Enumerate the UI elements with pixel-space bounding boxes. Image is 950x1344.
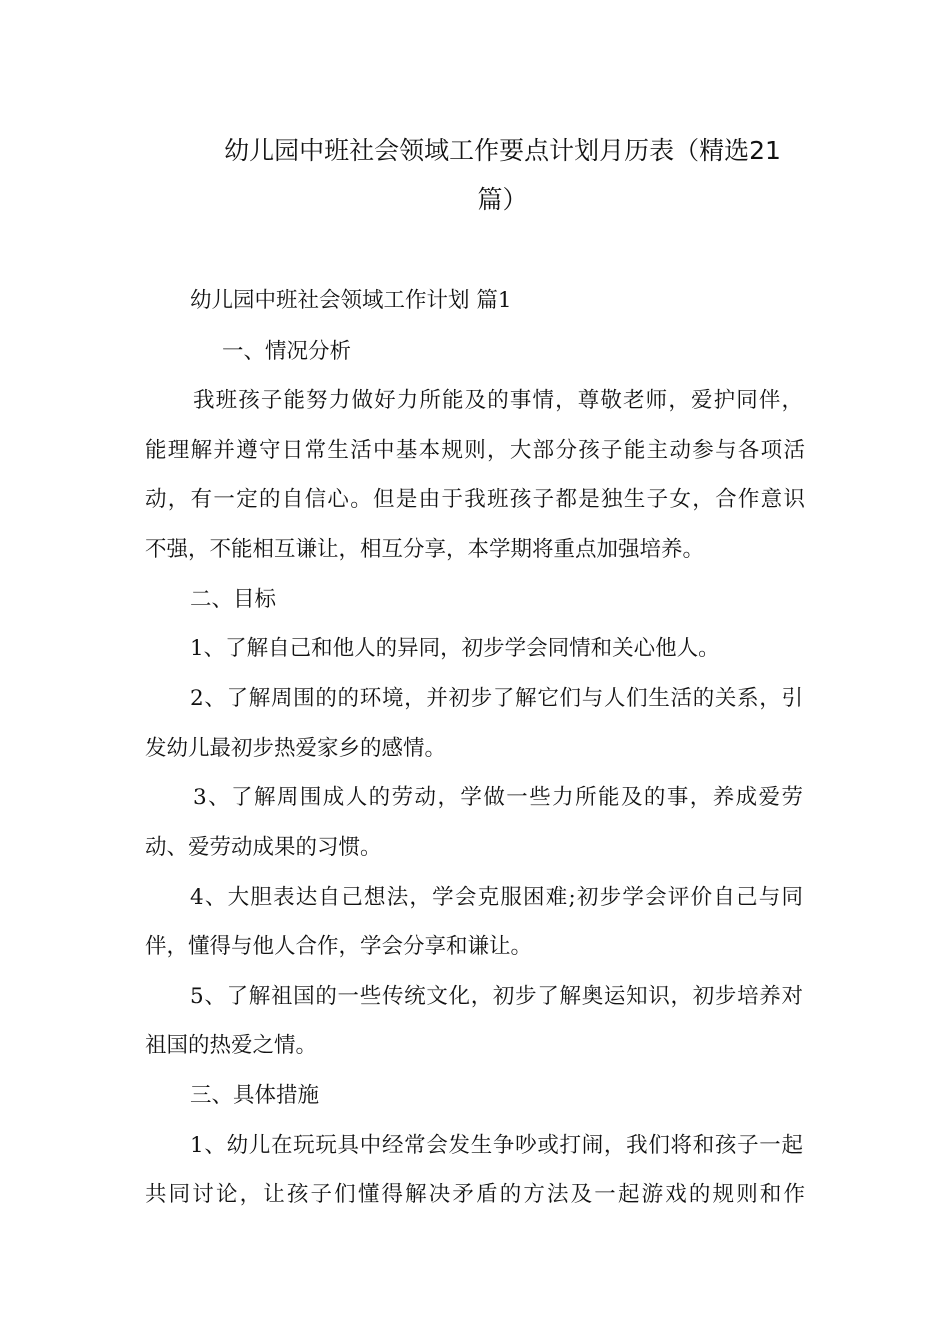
paragraph-line: 动，有一定的自信心。但是由于我班孩子都是独生子女，合作意识: [145, 487, 805, 512]
section-subtitle: 幼儿园中班社会领域工作计划 篇1: [190, 288, 512, 313]
paragraph-line: 动、爱劳动成果的习惯。: [145, 835, 382, 860]
paragraph-line: 祖国的热爱之情。: [145, 1033, 318, 1058]
document-title-line-2: 篇）: [477, 185, 528, 214]
paragraph-line: 伴，懂得与他人合作，学会分享和谦让。: [145, 934, 533, 959]
paragraph-line: 5、了解祖国的一些传统文化，初步了解奥运知识，初步培养对: [190, 984, 803, 1009]
section-heading: 二、目标: [190, 587, 277, 612]
paragraph-line: 1、了解自己和他人的异同，初步学会同情和关心他人。: [190, 636, 720, 661]
section-heading: 一、情况分析: [222, 339, 352, 364]
paragraph-line: 2、了解周围的的环境，并初步了解它们与人们生活的关系，引: [190, 686, 803, 711]
section-heading: 三、具体措施: [190, 1083, 320, 1108]
paragraph-line: 共同讨论，让孩子们懂得解决矛盾的方法及一起游戏的规则和作: [145, 1182, 805, 1207]
paragraph-line: 3、了解周围成人的劳动，学做一些力所能及的事，养成爱劳: [193, 785, 803, 810]
document-title-line-1: 幼儿园中班社会领域工作要点计划月历表（精选21: [224, 136, 781, 165]
paragraph-line: 能理解并遵守日常生活中基本规则，大部分孩子能主动参与各项活: [145, 438, 805, 463]
paragraph-line: 1、幼儿在玩玩具中经常会发生争吵或打闹，我们将和孩子一起: [190, 1133, 803, 1158]
paragraph-line: 发幼儿最初步热爱家乡的感情。: [145, 736, 447, 761]
paragraph-line: 不强，不能相互谦让，相互分享，本学期将重点加强培养。: [145, 537, 705, 562]
paragraph-line: 我班孩子能努力做好力所能及的事情，尊敬老师，爱护同伴，: [193, 388, 803, 413]
paragraph-line: 4、大胆表达自己想法，学会克服困难;初步学会评价自己与同: [190, 885, 803, 910]
